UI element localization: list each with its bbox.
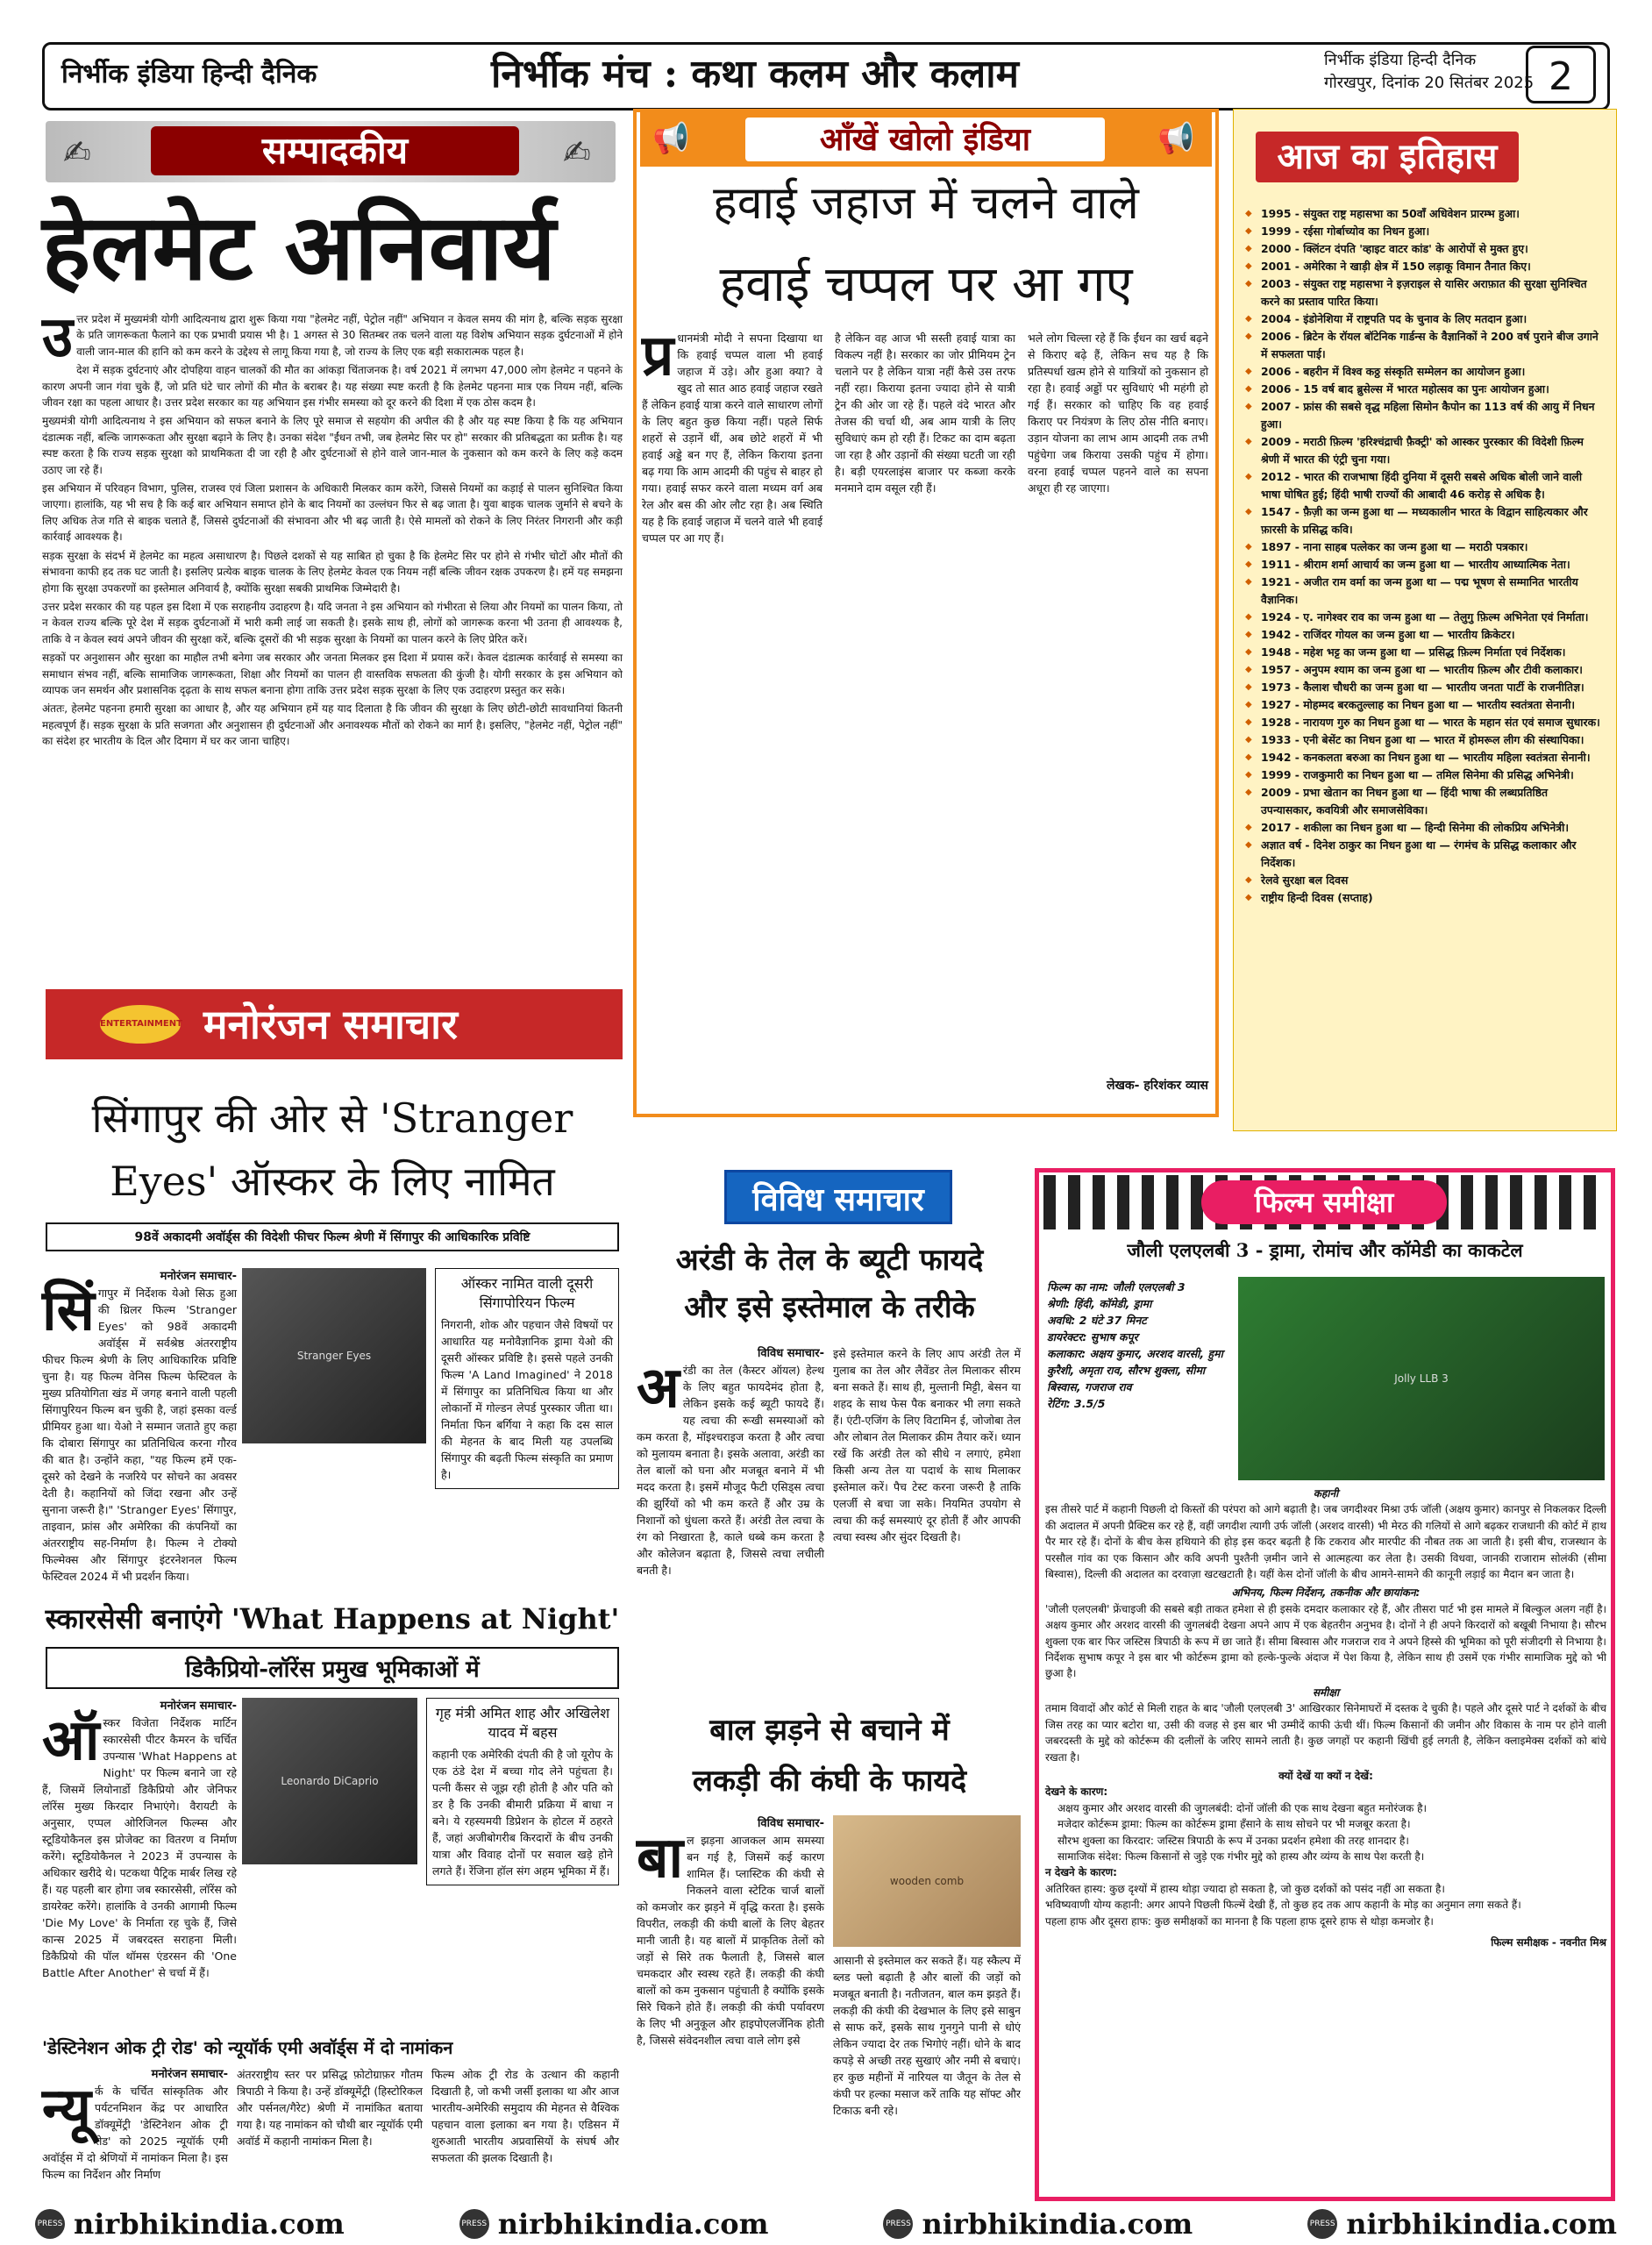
history-item: ◆ अज्ञात वर्ष - दिनेश ठाकुर का निधन हुआ था — रंगमंच के प्रसिद्ध कलाकार और निर्देशक। — [1245, 837, 1603, 872]
stranger-eyes-side-box — [435, 1268, 619, 1489]
oak-tree-col1 — [42, 2066, 228, 2183]
castor-byline: विविध समाचार- — [758, 1347, 824, 1360]
history-item: ◆ 1933 - एनी बेसेंट का निधन हुआ था — भारत में होमरूल लीग की संस्थापिका। — [1245, 731, 1603, 749]
castor-col2: इसे इस्तेमाल करने के लिए आप अरंडी तेल में गुलाब का तेल और लैवेंडर तेल मिलाकर सीरम बना सकते हैं। साथ ही, मुल्तानी मिट्टी, बेसन या शहद के साथ फेस पैक बनाकर भी लगा सकते हैं। एंटी-एजिंग के लिए विटामिन ई, जोजोबा तेल और लोबान तेल मिलाकर क्रीम तैयार करें। ध्यान रखें कि अरंडी तेल को सीधे न लगाएं, हमेशा किसी अन्य तेल या पदार्थ के साथ मिलाकर इस्तेमाल करें। पैच टेस्ट करना जरूरी है ताकि एलर्जी से बचा जा सके। नियमित उपयोग से त्वचा की कई समस्याएं दूर होती हैं और आपकी त्वचा स्वस्थ और सुंदर दिखती है। — [833, 1347, 1021, 1543]
aankhe-kholo-col1-text: धानमंत्री मोदी ने सपना दिखाया था कि हवाई चप्पल वाला भी हवाई जहाज में उड़े। और हुआ क्या? वे खुद तो सात आठ हवाई जहाज रखते हैं लेकिन हवाई यात्रा करने वाले साधारण लोगों के लिए बहुत कुछ किया नहीं। पहले सिर्फ शहरों से उड़ानें थीं, अब छोटे शहरों में भी हवाई अड्डे बन गए हैं, लेकिन किराया इतना बढ़ गया कि आम आदमी की पहुंच से बाहर हो गया। हवाई सफर करने वाला मध्यम वर्ग अब रेल और बस की ओर लौट रहा है। अब स्थिति यह है कि हवाई जहाज में चलने वाले भी हवाई चप्पल पर आ गए हैं। — [642, 331, 822, 545]
aankhe-kholo-col3: भले लोग चिल्ला रहे हैं कि ईंधन का खर्च बढ़ने से किराए बढ़े हैं, लेकिन सच यह है कि प्रतिस्पर्धा खत्म होने से यात्रियों को नुकसान हो रहा है। हवाई अड्डों पर सुविधाएं भी महंगी हो गई हैं। सरकार को चाहिए कि वह हवाई किराए पर नियंत्रण के लिए ठोस नीति बनाए। उड़ान योजना का लाभ आम आदमी तक तभी पहुंचेगा जब किराया उसकी पहुंच में होगा। वरना हवाई चप्पल पहनने वाले का सपना अधूरा ही रह जाएगा। — [1028, 331, 1208, 495]
editorial-paragraph: उत्तर प्रदेश सरकार की यह पहल इस दिशा में एक सराहनीय उदाहरण है। यदि जनता ने इस अभियान को गंभीरता से लिया और नियमों का पालन किया, तो न केवल राज्य बल्कि पूरे देश में सड़क दुर्घटनाओं में भारी कमी लाई जा सकती है। इसके साथ ही, लोगों को जागरूक करना भी उतना ही आवश्यक है, ताकि वे न केवल स्वयं अपने जीवन की सुरक्षा करें, बल्कि दूसरों की भी सड़क सुरक्षा के नियमों का पालन करने के लिए प्रेरित करें। — [42, 600, 623, 645]
footer-site-block — [1307, 2207, 1617, 2241]
history-item: ◆ 2017 - शकीला का निधन हुआ था — हिन्दी सिनेमा की लोकप्रिय अभिनेत्री। — [1245, 819, 1603, 837]
scorsese-byline: मनोरंजन समाचार- — [160, 1700, 237, 1713]
stranger-eyes-dropcap: सिं — [42, 1278, 95, 1343]
film-detail: फिल्म का नाम: जौली एलएलबी 3 — [1047, 1280, 1186, 1294]
film-review-headline: जौली एलएलबी 3 - ड्रामा, रोमांच और कॉमेडी का काकटेल — [1127, 1239, 1523, 1261]
history-title: आज का इतिहास — [1256, 132, 1519, 182]
editorial-paragraph: अंततः, हेलमेट पहनना हमारी सुरक्षा का आधार है, और यह अभियान हमें यह याद दिलाता है कि जीवन की सुरक्षा के लिए छोटी-छोटी सावधानियां कितनी महत्वपूर्ण हैं। सड़क सुरक्षा के प्रति सजगता और अनुशासन ही दुर्घटनाओं और अनावश्यक मौतों को रोकने का मार्ग है। इसलिए, "हेलमेट नहीं, पेट्रोल नहीं" का संदेश हर भारतीय के दिल और दिमाग में घर कर जाना चाहिए। — [42, 702, 623, 748]
film-detail: कलाकार: अक्षय कुमार, अरशद वारसी, हुमा कुरैशी, अमृता राव, सौरभ शुक्ला, सीमा बिस्वास, गजराज राव — [1047, 1347, 1223, 1393]
history-item: ◆ 1948 - महेश भट्ट का जन्म हुआ था — प्रसिद्ध फ़िल्म निर्माता एवं निर्देशक। — [1245, 644, 1603, 661]
megaphone-icon-right: 📢 — [1157, 121, 1195, 156]
editorial-paragraph: इस अभियान में परिवहन विभाग, पुलिस, राजस्व एवं जिला प्रशासन के अधिकारी मिलकर काम करेंगे, जिससे नियमों का कड़ाई से पालन सुनिश्चित किया जाएगा। हालांकि, यह भी सच है कि कई बार अभियान समाप्त होने के बाद नियमों का उल्लंघन फिर से बढ़ जाता है। युवा बाइक चालक जुर्माने से बचने के लिए अधिक तेज गति से बाइक चलाते हैं, जिससे दुर्घटनाओं की संभावना और भी बढ़ जाती है। ऐसे मामलों को रोकने के लिए निरंतर निगरानी और कड़ी कार्रवाई आवश्यक है। — [42, 482, 623, 544]
dicaprio-photo: Leonardo DiCaprio — [242, 1698, 417, 1864]
scorsese-headline: स्कारसेसी बनाएंगे 'What Happens at Night' — [45, 1602, 620, 1636]
masthead-center-title: निर्भीक मंच : कथा कलम और कलाम — [491, 52, 1019, 96]
history-item: ◆ 1547 - फ़ैज़ी का जन्म हुआ था — मध्यकालीन भारत के विद्वान साहित्यकार और फ़ारसी के प्रसिद्ध कवि। — [1245, 503, 1603, 538]
history-item: ◆ 1942 - राजिंदर गोयल का जन्म हुआ था — भारतीय क्रिकेटर। — [1245, 626, 1603, 644]
stranger-eyes-photo: Stranger Eyes — [242, 1268, 426, 1443]
history-item: ◆ 2009 - मराठी फ़िल्म 'हरिश्चंद्राची फ़ैक्ट्री' को आस्कर पुरस्कार की विदेशी फ़िल्म श्रेणी में भारत की एंट्री चुना गया। — [1245, 433, 1603, 468]
footer-site-link[interactable]: nirbhikindia.com — [922, 2207, 1193, 2241]
history-item: ◆ 1942 - कनकलता बरुआ का निधन हुआ था — भारतीय महिला स्वतंत्रता सेनानी। — [1245, 749, 1603, 766]
castor-headline-2: और इसे इस्तेमाल के तरीके — [684, 1290, 975, 1325]
page-number: 2 — [1526, 46, 1596, 103]
history-item: ◆ 2000 - क्लिंटन दंपति 'व्हाइट वाटर कांड' के आरोपों से मुक्त हुए। — [1245, 240, 1603, 258]
film-con-item: अतिरिक्त हास्य: कुछ दृश्यों में हास्य थोड़ा ज्यादा हो सकता है, जो कुछ दर्शकों को पसंद नहीं आ सकता है। — [1045, 1882, 1445, 1895]
aankhe-kholo-headline-1: हवाई जहाज में चलने वाले — [713, 177, 1139, 230]
footer-site-block — [459, 2207, 769, 2241]
history-item: ◆ 1999 - रईसा गोर्बाच्योव का निधन हुआ। — [1245, 223, 1603, 240]
history-item: ◆ 1995 - संयुक्त राष्ट्र महासभा का 50वाँ अधिवेशन प्रारम्भ हुआ। — [1245, 205, 1603, 223]
scorsese-dropcap: ऑ — [42, 1707, 100, 1773]
pen-icon-right: ✍ — [563, 133, 591, 172]
history-item: ◆ 2001 - अमेरिका ने खाड़ी क्षेत्र में 150 लड़ाकू विमान तैनात किए। — [1245, 258, 1603, 275]
aankhe-kholo-author: लेखक- हरिशंकर व्यास — [1106, 1079, 1208, 1093]
scorsese-side-head: गृह मंत्री अमित शाह और अखिलेश यादव में बहस — [435, 1705, 610, 1741]
press-logo-icon: PRESS — [459, 2209, 489, 2239]
editorial-banner — [46, 121, 616, 182]
film-pro-item: मजेदार कोर्टरूम ड्रामा: फिल्म का कोर्टरूम ड्रामा हँसाने के साथ सोचने पर भी मजबूर करता है। — [1057, 1818, 1411, 1831]
history-item: ◆ 1999 - राजकुमारी का निधन हुआ था — तमिल सिनेमा की प्रसिद्ध अभिनेत्री। — [1245, 766, 1603, 784]
masthead-right-title: निर्भीक इंडिया हिन्दी दैनिक — [1324, 51, 1477, 69]
comb-col1 — [637, 1815, 824, 2049]
aankhe-kholo-col2: है लेकिन वह आज भी सस्ती हवाई यात्रा का विकल्प नहीं है। सरकार का जोर प्रीमियम ट्रेन चलाने पर है लेकिन यात्रा नहीं कैसे उस तरफ नहीं रहा। किराया इतना ज्यादा होने से यात्री ट्रेन की ओर जा रहे हैं। पहले वंदे भारत और तेजस की चर्चा थी, अब आम यात्री के लिए सुविधाएं कम हो रही हैं। टिकट का दाम बढ़ता जा रहा है और उड़ानों की संख्या घटती जा रही है। बड़ी एयरलाइंस बाजार पर कब्जा करके मनमाने दाम वसूल रही हैं। — [835, 331, 1015, 495]
comb-dropcap: बा — [637, 1825, 684, 1891]
scorsese-body — [42, 1698, 237, 1981]
film-pro-item: सामाजिक संदेश: फिल्म किसानों से जुड़े एक गंभीर मुद्दे को हास्य और व्यंग्य के साथ पेश करती है। — [1057, 1849, 1425, 1863]
footer-bar — [35, 2206, 1617, 2241]
stranger-eyes-subhead: 98वें अकादमी अवॉर्ड्स की विदेशी फीचर फिल्म श्रेणी में सिंगापुर की आधिकारिक प्रविष्टि — [46, 1222, 619, 1251]
stranger-eyes-headline-2: Eyes' ऑस्कर के लिए नामित — [110, 1158, 555, 1205]
aankhe-kholo-col1 — [642, 323, 822, 546]
masthead-right-info — [1324, 49, 1534, 95]
history-list — [1245, 205, 1603, 907]
film-pro-item: सौरभ शुक्ला का किरदार: जस्टिस त्रिपाठी के रूप में उनका प्रदर्शन हमेशा की तरह शानदार है। — [1057, 1834, 1409, 1847]
entertainment-band — [46, 989, 623, 1059]
editorial-dropcap: उ — [42, 304, 74, 370]
press-logo-icon: PRESS — [35, 2209, 65, 2239]
castor-dropcap: अ — [637, 1355, 680, 1421]
stranger-eyes-side-head: ऑस्कर नामित वाली दूसरी सिंगापोरियन फिल्म — [460, 1275, 594, 1311]
oak-tree-headline: 'डेस्टिनेशन ओक ट्री रोड' को न्यूयॉर्क एमी अवॉर्ड्स में दो नामांकन — [42, 2037, 453, 2058]
oak-tree-col2: अंतरराष्ट्रीय स्तर पर प्रसिद्ध फ़ोटोग्राफ़र गौतम त्रिपाठी ने किया है। उन्हें डॉक्यूमेंट्री (हिस्टोरिकल और पर्सनल/गैरेट) श्रेणी में नामांकित बताया गया है। यह नामांकन को चौथी बार न्यूयॉर्क एमी अवॉर्ड में कहानी नामांकन मिला है। — [237, 2068, 423, 2148]
film-why-head: क्यों देखें या क्यों न देखें: — [1278, 1769, 1373, 1782]
history-item: ◆ 2006 - ब्रिटेन के रॉयल बॉटेनिक गार्डन्स के वैज्ञानिकों ने 200 वर्ष पुराने बीज उगाने में सफलता पाई। — [1245, 328, 1603, 363]
film-story-body: इस तीसरे पार्ट में कहानी पिछली दो किस्तों की परंपरा को आगे बढ़ाती है। जब जगदीश्वर मिश्रा उर्फ जॉली (अक्षय कुमार) कानपुर से निकलकर दिल्ली की अदालत में अपनी प्रैक्टिस कर रहे हैं, वहीं जगदीश त्यागी उर्फ जॉली (अरशद वारसी) भी मेरठ की गलियों से आगे बढ़कर राजधानी की कोर्ट में हाथ पैर मार रहे हैं। दोनों के बीच केस हथियाने की होड़ इस कदर बढ़ती है कि टकराव और मारपीट की नौबत तक आ जाती है। इसी बीच, राजस्थान के परसौल गांव का एक किसान और कवि अपनी पुश्तैनी ज़मीन जाने से आत्महत्या कर लेता है। उसकी विधवा, जानकी राजाराम सोलंकी (सीमा बिस्वास), दिल्ली की अदालत का दरवाज़ा खटखटाती है। यहीं केस दोनों जॉली के बीच आमने-सामने की कानूनी लड़ाई का मैदान बन जाता है। — [1045, 1503, 1606, 1581]
footer-site-link[interactable]: nirbhikindia.com — [74, 2207, 345, 2241]
history-item: ◆ राष्ट्रीय हिन्दी दिवस (सप्ताह) — [1245, 889, 1603, 907]
editorial-paragraph: सड़कों पर अनुशासन और सुरक्षा का माहौल तभी बनेगा जब सरकार और जनता मिलकर इस दिशा में प्रयास करें। केवल दंडात्मक कार्रवाई से समस्या का समाधान संभव नहीं, बल्कि सामाजिक जागरूकता, शिक्षा और नियमों का पालन ही वास्तविक सफलता की कुंजी है। योगी सरकार के इस अभियान को व्यापक जन समर्थन और प्रशासनिक दृढ़ता के साथ सफल बनाना होगा ताकि उत्तर प्रदेश सड़क सुरक्षा के लिए एक उदाहरण प्रस्तुत कर सके। — [42, 652, 623, 696]
history-item: ◆ 2012 - भारत की राजभाषा हिंदी दुनिया में दूसरी सबसे अधिक बोली जाने वाली भाषा घोषित हुई; हिंदी भाषी राज्यों की आबादी 46 करोड़ से अधिक है। — [1245, 468, 1603, 503]
megaphone-icon: 📢 — [652, 121, 690, 156]
stranger-eyes-body — [42, 1268, 237, 1585]
stranger-eyes-byline: मनोरंजन समाचार- — [160, 1270, 237, 1283]
film-detail: श्रेणी: हिंदी, कॉमेडी, ड्रामा — [1047, 1297, 1152, 1310]
history-item: ◆ 2009 - प्रभा खेतान का निधन हुआ था — हिंदी भाषा की लब्धप्रतिष्ठित उपन्यासकार, कवयित्री और समाजसेविका। — [1245, 784, 1603, 819]
press-logo-icon: PRESS — [1307, 2209, 1337, 2239]
scorsese-side-box — [426, 1698, 619, 1885]
film-con-item: भविष्यवाणी योग्य कहानी: अगर आपने पिछली फिल्में देखी हैं, तो कुछ हद तक आप कहानी के मोड़ का अनुमान लगा सकते हैं। — [1045, 1899, 1521, 1912]
film-con-item: पहला हाफ और दूसरा हाफ: कुछ समीक्षकों का मानना है कि पहला हाफ दूसरे हाफ से थोड़ा कमजोर है। — [1045, 1914, 1434, 1928]
oak-tree-byline: मनोरंजन समाचार- — [151, 2068, 228, 2081]
scorsese-text: स्कर विजेता निर्देशक मार्टिन स्कारसेसी पीटर कैमरन के चर्चित उपन्यास 'What Happens at Night' पर फिल्म बनाने जा रहे हैं, जिसमें लियोनार्डो डिकैप्रियो और जेनिफर लॉरेंस मुख्य किरदार निभाएंगे। वैरायटी के अनुसार, एप्पल ओरिजिनल फिल्म्स और स्टूडियोकैनल इस प्रोजेक्ट का वितरण व निर्माण करेंगे। स्टूडियोकैनल ने 2023 में उपन्यास के अधिकार खरीदे थे। पटकथा पैट्रिक मार्बर लिख रहे हैं। यह पहली बार होगा जब स्कारसेसी, लॉरेंस को डायरेक्ट करेंगे। हालांकि वे उनकी आगामी फिल्म 'Die My Love' के निर्माता रह चुके हैं, जिसे कान्स 2025 में जबरदस्त सराहना मिली। डिकैप्रियो की पॉल थॉमस एंडरसन की 'One Battle After Another' से चर्चा में हैं। — [42, 1716, 237, 1979]
comb-byline: विविध समाचार- — [758, 1817, 824, 1830]
history-item: ◆ 1927 - मोहम्मद बरकतुल्लाह का निधन हुआ था — भारतीय स्वतंत्रता सेनानी। — [1245, 696, 1603, 714]
history-item: ◆ 1928 - नारायण गुरु का निधन हुआ था — भारत के महान संत एवं समाज सुधारक। — [1245, 714, 1603, 731]
film-review-title: फिल्म समीक्षा — [1201, 1180, 1447, 1224]
history-item: ◆ 1973 - कैलाश चौधरी का जन्म हुआ था — भारतीय जनता पार्टी के राजनीतिज्ञ। — [1245, 679, 1603, 696]
masthead-date: गोरखपुर, दिनांक 20 सितंबर 2025 — [1324, 74, 1535, 92]
aankhe-kholo-dropcap: प्र — [642, 323, 674, 388]
history-item: ◆ 1924 - ए. नागेश्वर राव का जन्म हुआ था — तेलुगु फ़िल्म अभिनेता एवं निर्माता। — [1245, 609, 1603, 626]
editorial-paragraph: मुख्यमंत्री योगी आदित्यनाथ ने इस अभियान को सफल बनाने के लिए पूरे समाज से सहयोग की अपील की है और यह स्पष्ट किया है कि यह अभियान दंडात्मक नहीं, बल्कि जागरूकता और सुरक्षा बढ़ाने के लिए है। उनका संदेश "ईंधन तभी, जब हेलमेट सिर पर हो" सरकार की प्रतिबद्धता का प्रतीक है। यह स्पष्ट करता है कि राज्य सड़क सुरक्षा को प्राथमिकता दी जा रही है और दुर्घटनाओं से होने वाले जान-माल के नुकसान को कम करने के लिए कड़े कदम उठाए जा रहे हैं। — [42, 415, 623, 476]
history-item: ◆ 1921 - अजीत राम वर्मा का जन्म हुआ था — पद्म भूषण से सम्मानित भारतीय वैज्ञानिक। — [1245, 574, 1603, 609]
editorial-body — [42, 304, 623, 752]
comb-col2: आसानी से इस्तेमाल कर सकते हैं। यह स्कैल्प में ब्लड फ्लो बढ़ाती है और बालों की जड़ों को मजबूत बनाती है। नतीजतन, बाल कम झड़ते हैं। लकड़ी की कंघी की देखभाल के लिए इसे साबुन से साफ करें, इसके साथ गुनगुने पानी से धोएं लेकिन ज्यादा देर तक भिगोएं नहीं। धोने के बाद कपड़े से अच्छी तरह सुखाएं और नमी से बचाएं। हर कुछ महीनों में नारियल या जैतून के तेल से कंघी पर हल्का मसाज करें ताकि यह सॉफ्ट और टिकाऊ बनी रहे। — [833, 1954, 1021, 2117]
history-item: ◆ 2003 - संयुक्त राष्ट्र महासभा ने इज़राइल से यासिर अराफ़ात की सुरक्षा सुनिश्चित करने का प्रस्ताव पारित किया। — [1245, 275, 1603, 310]
oak-tree-col1-text: र्क के चर्चित सांस्कृतिक और पर्यटनमिशन केंद्र पर आधारित डॉक्यूमेंट्री 'डेस्टिनेशन ओक ट्री रोड' को 2025 न्यूयॉर्क एमी अवॉर्ड्स में दो श्रेणियों में नामांकन मिला है। इस फिल्म का निर्देशन और निर्माण — [42, 2085, 228, 2181]
film-story-head: कहानी — [1313, 1487, 1339, 1500]
stranger-eyes-headline-1: सिंगापुर की ओर से 'Stranger — [91, 1094, 573, 1142]
footer-site-link[interactable]: nirbhikindia.com — [497, 2207, 769, 2241]
castor-headline-1: अरंडी के तेल के ब्यूटी फायदे — [675, 1243, 984, 1278]
film-review-text — [1045, 1486, 1606, 1950]
scorsese-side-body: कहानी एक अमेरिकी दंपती की है जो यूरोप के एक ठंडे देश में बच्चा गोद लेने पहुंचता है। पत्नी कैंसर से जूझ रही होती है और पति को डर है कि उनकी बीमारी प्रक्रिया में बाधा न बने। ये रहस्यमयी डिप्रेशन के होटल में ठहरते हैं, जहां अजीबोगरीब किरदारों के बीच उनकी यात्रा और विवाह दोनों पर सवाल खड़े होने लगते हैं। रेंजिना हॉल संग अहम भूमिका में हैं। — [432, 1748, 613, 1878]
castor-col1 — [637, 1345, 824, 1579]
masthead-left-title: निर्भीक इंडिया हिन्दी दैनिक — [61, 59, 317, 89]
editorial-headline: हेलमेट अनिवार्य — [42, 193, 556, 301]
history-item: ◆ 2006 - बहरीन में विश्व कठ्ठ संस्कृति सम्मेलन का आयोजन हुआ। — [1245, 363, 1603, 381]
wooden-comb-photo: wooden comb — [833, 1815, 1021, 1947]
film-cons-head: न देखने के कारण: — [1045, 1866, 1117, 1879]
history-item: ◆ रेलवे सुरक्षा बल दिवस — [1245, 872, 1603, 889]
scorsese-subhead: डिकैप्रियो-लॉरेंस प्रमुख भूमिकाओं में — [46, 1647, 619, 1689]
pen-icon: ✍ — [63, 133, 91, 172]
castor-col1-text: रंडी का तेल (कैस्टर ऑयल) हेल्थ के लिए बहुत फायदेमंद होता है, लेकिन इसके कई ब्यूटी फायदे हैं। यह त्वचा की रूखी समस्याओं को कम करता है, मॉइश्चराइज करता है और त्वचा को मुलायम बनाता है। इसके अलावा, अरंडी का तेल बालों को घना और मजबूत बनाने में भी मदद करता है। इसमें मौजूद फैटी एसिड्स त्वचा की झुर्रियों को भी कम करते हैं और उम्र के निशानों को धुंधला करते हैं। अरंडी तेल त्वचा के रंग को निखारता है, काले धब्बे कम करता है और कोलेजन बढ़ाता है, जिससे त्वचा लचीली बनती है। — [637, 1364, 824, 1577]
film-detail: अवधि: 2 घंटे 37 मिनट — [1047, 1314, 1147, 1327]
film-review-head: समीक्षा — [1312, 1686, 1340, 1699]
film-detail: रेटिंग: 3.5/5 — [1047, 1397, 1106, 1410]
editorial-section-title: सम्पादकीय — [151, 126, 519, 175]
oak-tree-dropcap: न्यू — [42, 2076, 91, 2142]
history-item: ◆ 1911 - श्रीराम शर्मा आचार्य का जन्म हुआ था — भारतीय आध्यात्मिक नेता। — [1245, 556, 1603, 574]
film-pros-head: देखने के कारण: — [1045, 1785, 1108, 1799]
film-review-body: तमाम विवादों और कोर्ट से मिली राहत के बाद 'जौली एलएलबी 3' आखिरकार सिनेमाघरों में दस्तक दे चुकी है। पहले और दूसरे पार्ट ने दर्शकों के बीच जिस तरह का प्यार बटोरा था, उसी की वजह से इस बार भी उम्मीदें काफी ऊंची थीं। फिल्म किसानों की जमीन और विकास के नाम पर होने वाली जबरदस्ती के मुद्दे को कोर्टरूम की दलीलों के जरिए सामने लाती है। कुछ जगहों पर कहानी खिंची हुई लगती है, लेकिन क्लाइमेक्स दर्शकों को बांधे रखता है। — [1045, 1702, 1606, 1764]
stranger-eyes-side-body: निगरानी, शोक और पहचान जैसे विषयों पर आधारित यह मनोवैज्ञानिक ड्रामा येओ की दूसरी ऑस्कर प्रविष्टि है। इससे पहले उनकी फिल्म 'A Land Imagined' ने 2018 में सिंगापुर का प्रतिनिधित्व किया था और लोकार्नो में गोल्डन लेपर्ड पुरस्कार जीता था। निर्माता फिन बर्गिया ने कहा कि दस साल की मेहनत के बाद मिली यह उपलब्धि सिंगापुर की बढ़ती फिल्म संस्कृति का प्रमाण है। — [441, 1318, 613, 1481]
aankhe-kholo-banner — [640, 112, 1212, 167]
vividh-section-title: विविध समाचार — [724, 1170, 952, 1224]
film-acting-body: 'जौली एलएलबी' फ्रेंचाइजी की सबसे बड़ी ताकत हमेशा से ही इसके दमदार कलाकार रहे हैं, और तीसरा पार्ट भी इस मामले में बिल्कुल अलग नहीं है। अक्षय कुमार और अरशद वारसी की जुगलबंदी देखना अपने आप में एक बेहतरीन अनुभव है। दोनों ने ही अपने किरदारों को बखूबी निभाया है। सौरभ शुक्ला एक बार फिर जस्टिस त्रिपाठी के रूप में छा जाते हैं। सीमा बिस्वास और गजराज राव ने अपने हिस्से की भूमिका को पूरी संजीदगी से निभाया है। निर्देशक सुभाष कपूर ने इस बार भी कोर्टरूम ड्रामा को हल्के-फुल्के अंदाज में पेश किया है, लेकिन साथ ही उसमें एक गंभीर सामाजिक मुद्दे को भी छुआ है। — [1045, 1602, 1606, 1680]
editorial-paragraph: सड़क सुरक्षा के संदर्भ में हेलमेट का महत्व असाधारण है। पिछले दशकों से यह साबित हो चुका है कि हेलमेट सिर पर होने से गंभीर चोटों और मौतों की संभावना काफी हद तक घट जाती है। इसलिए प्रत्येक बाइक चालक के लिए हेलमेट केवल एक नियम नहीं बल्कि जीवन रक्षक उपकरण है। हमें यह समझना होगा कि सुरक्षा उपकरणों का इस्तेमाल अनिवार्य है, क्योंकि सुरक्षा सबकी प्राथमिक जिम्मेदारी है। — [42, 549, 623, 595]
film-critic: फिल्म समीक्षक - नवनीत मिश्र — [1491, 1935, 1606, 1949]
aankhe-kholo-title: आँखें खोलो इंडिया — [745, 118, 1105, 161]
comb-headline-2: लकड़ी की कंघी के फायदे — [692, 1764, 967, 1799]
history-item: ◆ 1957 - अनुपम श्याम का जन्म हुआ था — भारतीय फ़िल्म और टीवी कलाकार। — [1245, 661, 1603, 679]
footer-site-block — [883, 2207, 1193, 2241]
film-review-banner — [1043, 1175, 1606, 1229]
film-review-details — [1047, 1279, 1231, 1412]
history-item: ◆ 2007 - फ्रांस की सबसे वृद्ध महिला सिमोन कैपोन का 113 वर्ष की आयु में निधन हुआ। — [1245, 398, 1603, 433]
editorial-paragraph: त्तर प्रदेश में मुख्यमंत्री योगी आदित्यनाथ द्वारा शुरू किया गया "हेलमेट नहीं, पेट्रोल नहीं" अभियान न केवल समय की मांग है, बल्कि सड़क सुरक्षा के प्रति जागरूकता फैलाने का एक प्रभावी प्रयास भी है। 1 अगस्त से 30 सितम्बर तक चलने वाला यह विशेष अभियान सड़क दुर्घटनाओं में होने वाली जान-माल की हानि को कम करने के उद्देश्य से लागू किया गया है, जो राज्य के लिए एक बड़ी सकारात्मक पहल है। — [76, 313, 623, 358]
jolly-llb-photo: Jolly LLB 3 — [1238, 1277, 1605, 1480]
entertainment-section-title: मनोरंजन समाचार — [203, 1001, 458, 1048]
press-logo-icon: PRESS — [883, 2209, 913, 2239]
footer-site-link[interactable]: nirbhikindia.com — [1346, 2207, 1617, 2241]
history-item: ◆ 2004 - इंडोनेशिया में राष्ट्रपति पद के चुनाव के लिए मतदान हुआ। — [1245, 310, 1603, 328]
film-detail: डायरेक्टर: सुभाष कपूर — [1047, 1330, 1138, 1343]
history-item: ◆ 2006 - 15 वर्ष बाद ब्रुसेल्स में भारत महोत्सव का पुनः आयोजन हुआ। — [1245, 381, 1603, 398]
footer-site-block — [35, 2207, 345, 2241]
aankhe-kholo-headline-2: हवाई चप्पल पर आ गए — [719, 256, 1133, 313]
comb-headline-1: बाल झड़ने से बचाने में — [709, 1713, 950, 1748]
stranger-eyes-text: गापुर में निर्देशक येओ सिऊ हुआ की थ्रिलर फिल्म 'Stranger Eyes' को 98वें अकादमी अवॉर्ड्स में सर्वश्रेष्ठ अंतरराष्ट्रीय फीचर फिल्म श्रेणी के लिए आधिकारिक प्रविष्टि चुना है। यह फिल्म वेनिस फिल्म फेस्टिवल के मुख्य प्रतियोगिता खंड में जगह बनाने वाली पहली सिंगापुरियन फिल्म बन चुकी है, जहां इसका वर्ल्ड प्रीमियर हुआ था। येओ ने सम्मान जताते हुए कहा कि दोबारा सिंगापुर का प्रतिनिधित्व करना गौरव की बात है। उन्होंने कहा, "यह फिल्म हमें एक-दूसरे को देखने के नजरिये पर सोचने का अवसर देती है। कहानियों को जिंदा रखना और उन्हें सुनाना जरूरी है।" 'Stranger Eyes' सिंगापुर, ताइवान, फ्रांस और अमेरिका की कंपनियों का अंतरराष्ट्रीय सह-निर्माण है। फिल्म ने टोक्यो फिल्मेक्स और सिंगापुर इंटरनेशनल फिल्म फेस्टिवल 2024 में भी प्रदर्शन किया। — [42, 1286, 237, 1583]
editorial-paragraph: देश में सड़क दुर्घटनाएं और दोपहिया वाहन चालकों की मौत का आंकड़ा चिंताजनक है। वर्ष 2021 में लगभग 47,000 लोग हेलमेट न पहनने के कारण अपनी जान गंवा चुके हैं, जो प्रति घंटे चार लोगों की मौत के बराबर है। यह संख्या स्पष्ट करती है कि हेलमेट पहनना मात्र एक नियम नहीं, बल्कि जीवन रक्षा का पहला आधार है। उत्तर प्रदेश सरकार का यह अभियान इस गंभीर समस्या को दूर करने की दिशा में एक ठोस कदम है। — [42, 364, 623, 410]
history-item: ◆ 1897 - नाना साहब पत्लेकर का जन्म हुआ था — मराठी पत्रकार। — [1245, 538, 1603, 556]
entertainment-badge: ENTERTAINMENT — [100, 1005, 181, 1044]
film-pro-item: अक्षय कुमार और अरशद वारसी की जुगलबंदी: दोनों जॉली की एक साथ देखना बहुत मनोरंजक है। — [1057, 1801, 1428, 1814]
film-acting-head: अभिनय, फिल्म निर्देशन, तकनीक और छायांकन: — [1231, 1586, 1421, 1600]
oak-tree-col3: फिल्म ओक ट्री रोड के उत्थान की कहानी दिखाती है, जो कभी जर्सी इलाका था और आज भारतीय-अमेरिकी समुदाय की मेहनत से वैश्विक पहचान वाला इलाका बन गया है। एडिसन में शुरुआती भारतीय अप्रवासियों के संघर्ष और सफलता की झलक दिखाती है। — [431, 2068, 619, 2164]
comb-col1-text: ल झड़ना आजकल आम समस्या बन गई है, जिसमें कई कारण शामिल हैं। प्लास्टिक की कंघी से निकलने वाला स्टेटिक चार्ज बालों को कमजोर कर झड़ने में वृद्धि करता है। इसके विपरीत, लकड़ी की कंघी बालों के लिए बेहतर मानी जाती है। यह बालों में प्राकृतिक तेलों को जड़ों से सिरे तक फैलाती है, जिससे बाल चमकदार और स्वस्थ रहते हैं। लकड़ी की कंघी बालों को कम नुकसान पहुंचाती है क्योंकि इसके सिरे चिकने होते हैं। लकड़ी की कंघी पर्यावरण के लिए भी अनुकूल और हाइपोएलर्जेनिक होती है, जिससे संवेदनशील त्वचा वाले लोग इसे — [637, 1834, 824, 2047]
